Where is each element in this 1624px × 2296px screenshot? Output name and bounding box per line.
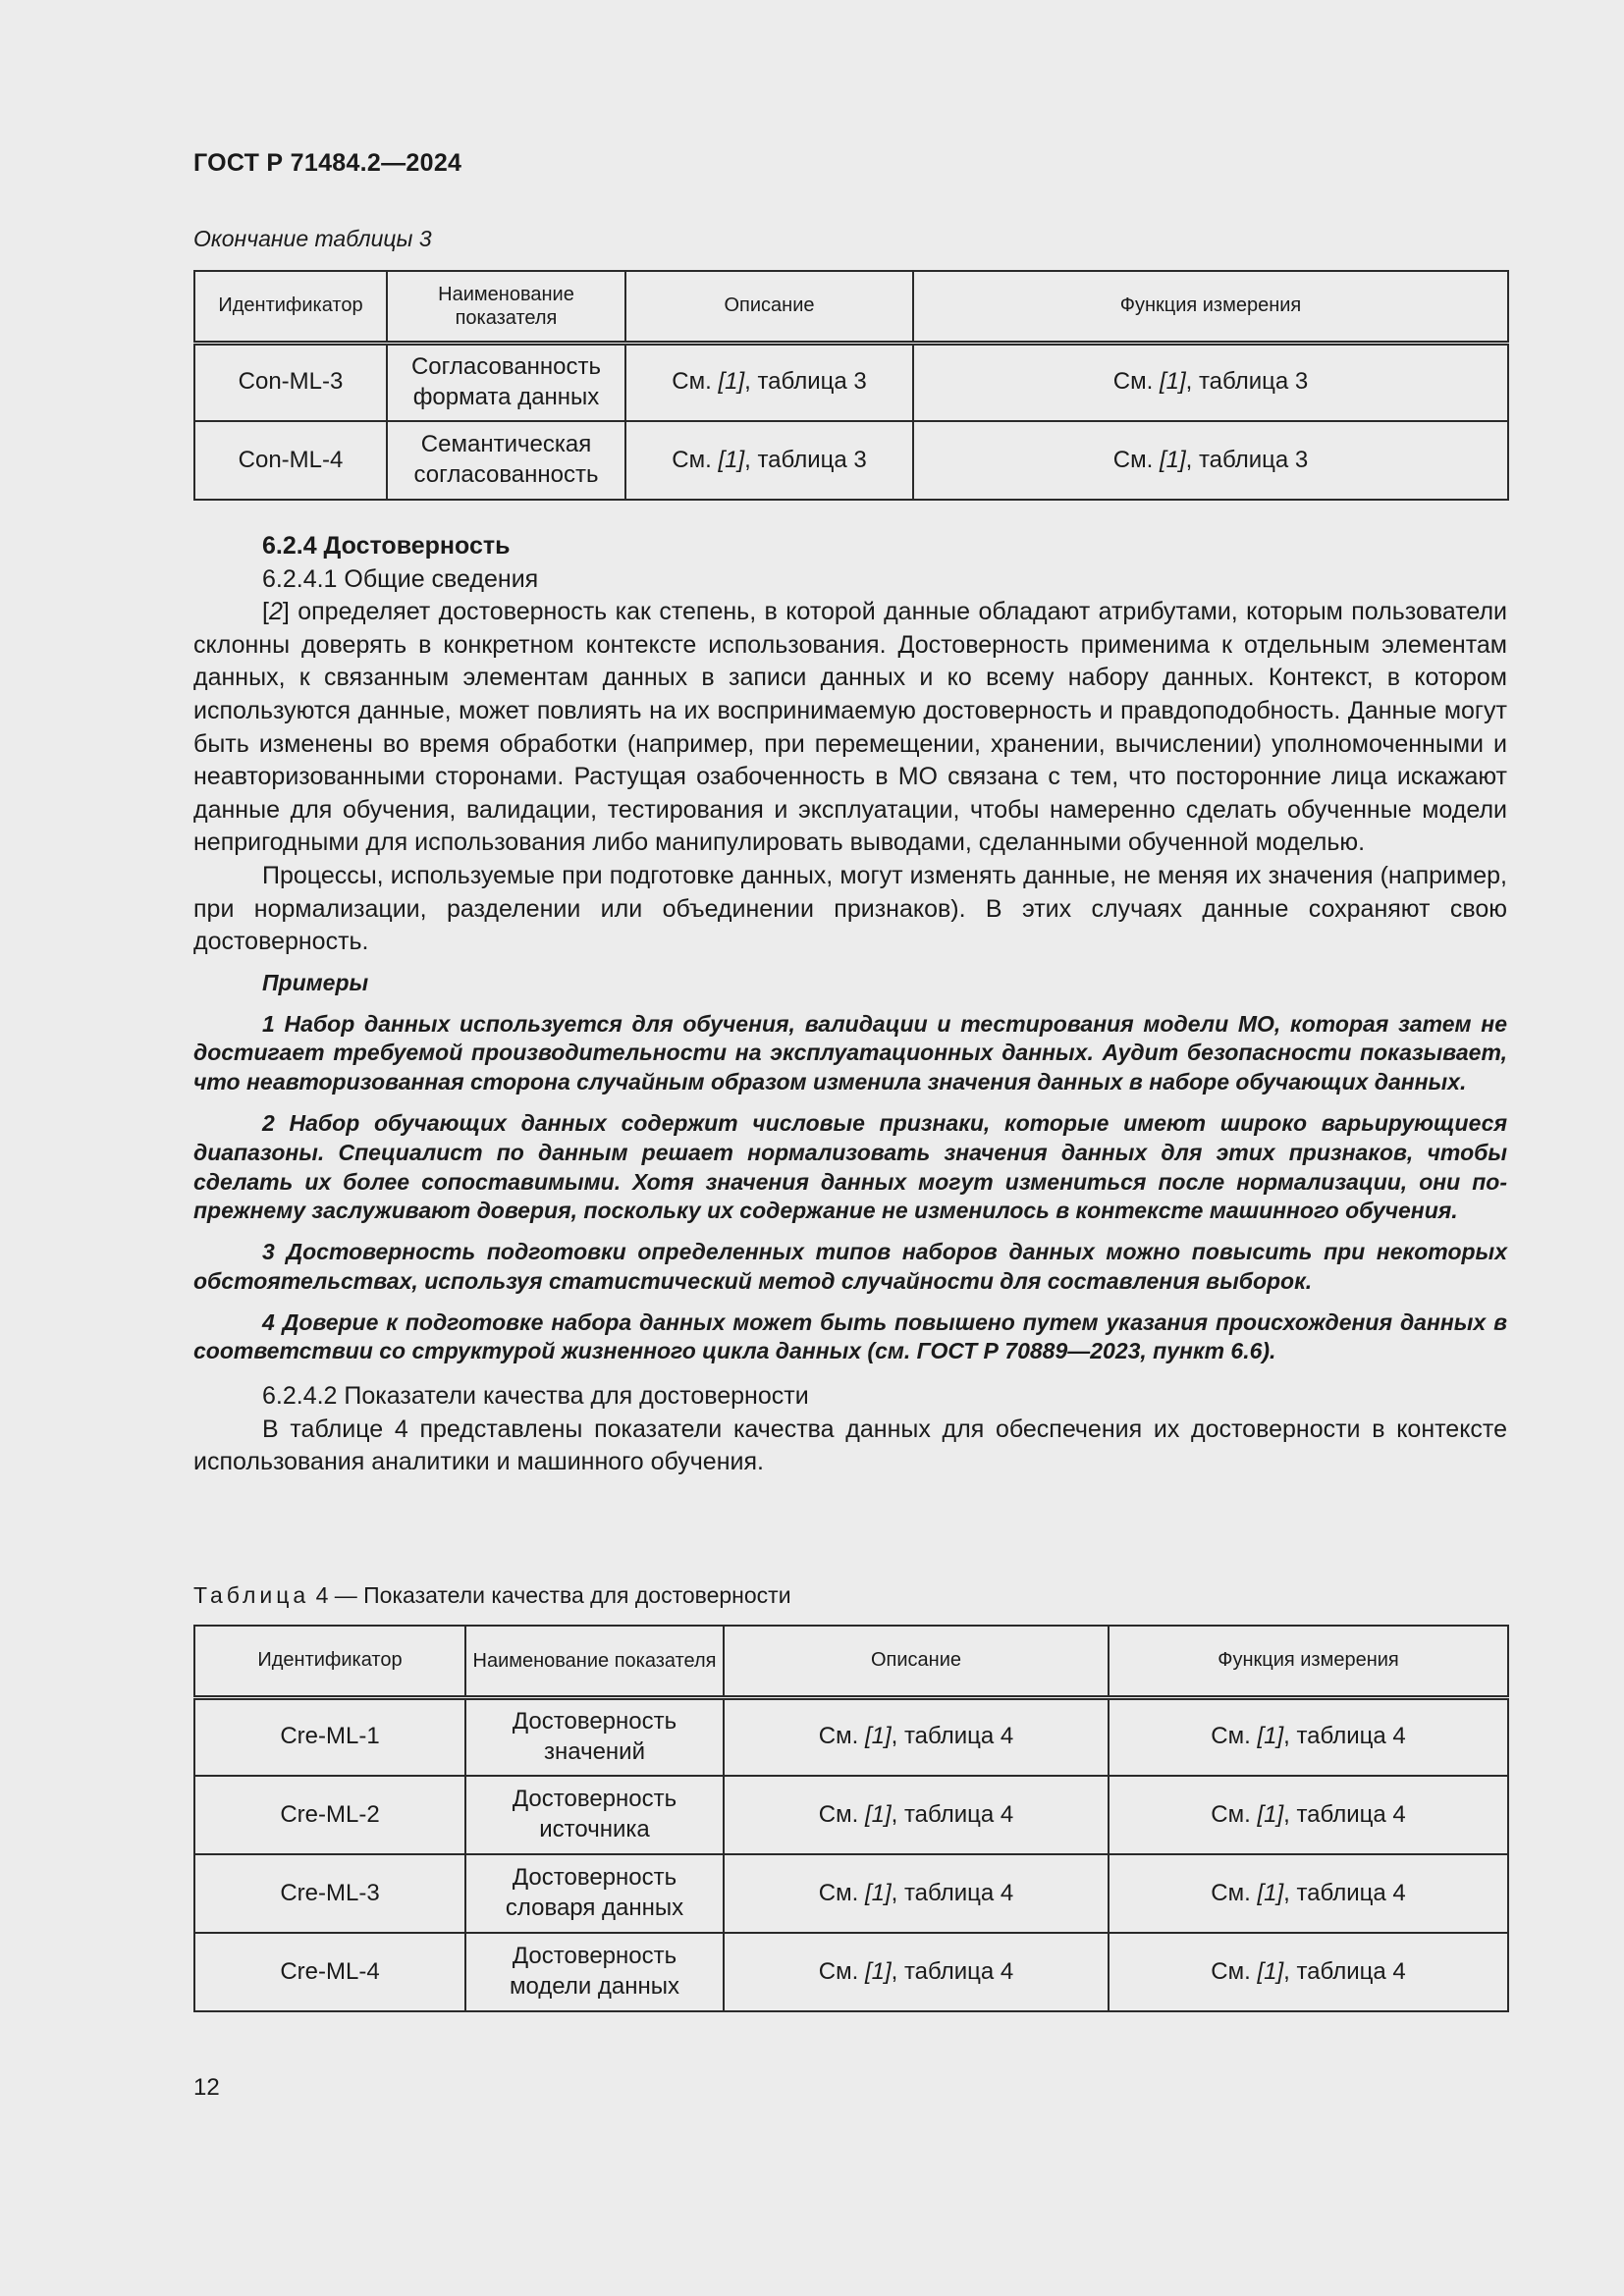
examples-title: Примеры [262,969,369,995]
reference-link[interactable]: [1] [864,1723,892,1750]
cell-function [913,343,1508,421]
cell-description [724,1697,1109,1776]
text: , таблица 4 [891,1800,1014,1828]
cell-id: Cre-ML-3 [194,1854,465,1933]
reference-link[interactable]: [1] [718,446,745,473]
cell-id: Con-ML-4 [194,421,387,500]
text: См. [818,1879,865,1906]
cell-id: Cre-ML-2 [194,1776,465,1854]
cell-description [724,1933,1109,2011]
text: См. [1211,1800,1258,1828]
table4 [193,1625,1509,2012]
cell-function [913,421,1508,500]
reference-link[interactable]: [1] [1159,446,1186,473]
paragraph-text: определяет достоверность как степень, в которой данные обладают атрибутами, которым пользователи склонны доверять в конкретном контексте использования. Достоверность применима к отдельным элементам данных, к связанным элементам данных в записи данных и ко всему набору данных. Контекст, в котором используются данные, может повлиять на их воспринимаемую достоверность и правдоподобность. Данные могут быть изменены во время обработки (например, при перемещении, хранении, вычислении) уполномоченными и неавторизованными сторонами. Растущая озабоченность в МО связана с тем, что посторонние лица искажают данные для обучения, валидации, тестирования и эксплуатации, чтобы намеренно сделать обученные модели непригодными для использования либо манипулировать выводами, сделанными обученной моделью. [193,598,1507,857]
cell-description [625,343,913,421]
caption-label: Таблица [193,1582,310,1608]
cell-function [1109,1933,1508,2011]
column-header: Описание [625,271,913,343]
example-item: 1 Набор данных используется для обучения, валидации и тестирования модели МО, которая затем не достигает требуемой производительности на эксплуатационных данных. Аудит безопасности показывает, что неавторизованная сторона случайным образом изменила значения данных в наборе обучающих данных. [193,1010,1507,1095]
column-header: Наименование показателя [465,1626,724,1697]
cell-id: Cre-ML-1 [194,1697,465,1776]
text: , таблица 4 [891,1957,1014,1985]
text: См. [672,446,719,473]
text: См. [1112,368,1160,396]
cell-name: Согласованность формата данных [387,343,625,421]
text: См. [818,1723,865,1750]
reference-link[interactable]: [1] [1159,368,1186,396]
reference-link[interactable]: [1] [864,1957,892,1985]
reference-link[interactable]: [1] [864,1800,892,1828]
example-item: 4 Доверие к подготовке набора данных может быть повышено путем указания происхождения данных в соответствии со структурой жизненного цикла данных (см. ГОСТ Р 70889—2023, пункт 6.6). [193,1308,1507,1364]
text: См. [1211,1723,1258,1750]
text: , таблица 3 [1185,368,1309,396]
cell-name: Достоверность словаря данных [465,1854,724,1933]
document-code: ГОСТ Р 71484.2—2024 [193,149,462,177]
cell-function [1109,1697,1508,1776]
text: См. [818,1957,865,1985]
reference-link[interactable]: [1] [718,368,745,396]
text: , таблица 3 [1185,446,1309,473]
section-heading: 6.2.4 Достоверность [262,532,511,560]
cell-description [625,421,913,500]
table3 [193,270,1509,501]
reference-number: 2 [268,598,283,626]
section-body [193,530,1507,1479]
caption-title: 4 — Показатели качества для достоверности [309,1582,791,1608]
text: См. [1211,1957,1258,1985]
text: , таблица 3 [744,368,867,396]
table3-header-row [194,271,1508,343]
text: См. [672,368,719,396]
column-header: Идентификатор [194,271,387,343]
text: , таблица 4 [891,1723,1014,1750]
reference-link[interactable]: [1] [1257,1723,1284,1750]
reference-link[interactable]: [2] [262,598,290,626]
example-item: 2 Набор обучающих данных содержит числовые признаки, которые имеют широко варьирующиеся диапазоны. Специалист по данным решает нормализовать значения данных для этих признаков, чтобы сделать их более сопоставимыми. Хотя значения данных могут измениться после нормализации, они по-прежнему заслуживают доверия, поскольку их содержание не изменилось в контексте машинного обучения. [193,1109,1507,1224]
paragraph [193,596,1507,860]
table-row [194,1854,1508,1933]
table-row [194,421,1508,500]
column-header: Функция измерения [913,271,1508,343]
cell-id: Cre-ML-4 [194,1933,465,2011]
table-row [194,1697,1508,1776]
text: , таблица 4 [1283,1957,1406,1985]
cell-id: Con-ML-3 [194,343,387,421]
text: См. [818,1800,865,1828]
subsection-heading: 6.2.4.1 Общие сведения [262,564,539,593]
cell-name: Достоверность источника [465,1776,724,1854]
table-row [194,1776,1508,1854]
column-header: Описание [724,1626,1109,1697]
reference-link[interactable]: [1] [1257,1800,1284,1828]
text: См. [1112,446,1160,473]
page-number: 12 [193,2074,220,2101]
cell-function [1109,1854,1508,1933]
paragraph: Процессы, используемые при подготовке данных, могут изменять данные, не меняя их значения (например, при нормализации, разделении или объединении признаков). В этих случаях данные сохраняют свою достоверность. [193,861,1507,956]
reference-link[interactable]: [1] [864,1879,892,1906]
reference-link[interactable]: [1] [1257,1957,1284,1985]
cell-name: Достоверность модели данных [465,1933,724,2011]
table4-header-row [194,1626,1508,1697]
column-header: Наименование показателя [387,271,625,343]
paragraph: В таблице 4 представлены показатели качества данных для обеспечения их достоверности в контексте использования аналитики и машинного обучения. [193,1415,1507,1476]
text: См. [1211,1879,1258,1906]
reference-link[interactable]: [1] [1257,1879,1284,1906]
subsection-heading: 6.2.4.2 Показатели качества для достоверности [262,1382,809,1411]
example-item: 3 Достоверность подготовки определенных типов наборов данных можно повысить при некоторых обстоятельствах, используя статистический метод случайности для составления выборок. [193,1239,1507,1294]
text: , таблица 3 [744,446,867,473]
cell-name: Достоверность значений [465,1697,724,1776]
text: , таблица 4 [1283,1800,1406,1828]
cell-name: Семантическая согласованность [387,421,625,500]
table3-caption: Окончание таблицы 3 [193,226,432,251]
text: , таблица 4 [1283,1723,1406,1750]
text: , таблица 4 [891,1879,1014,1906]
examples-block [193,969,1507,1367]
table-row [194,343,1508,421]
cell-function [1109,1776,1508,1854]
cell-description [724,1776,1109,1854]
cell-description [724,1854,1109,1933]
text: , таблица 4 [1283,1879,1406,1906]
table-row [194,1933,1508,2011]
column-header: Функция измерения [1109,1626,1508,1697]
table4-caption [193,1582,791,1609]
column-header: Идентификатор [194,1626,465,1697]
